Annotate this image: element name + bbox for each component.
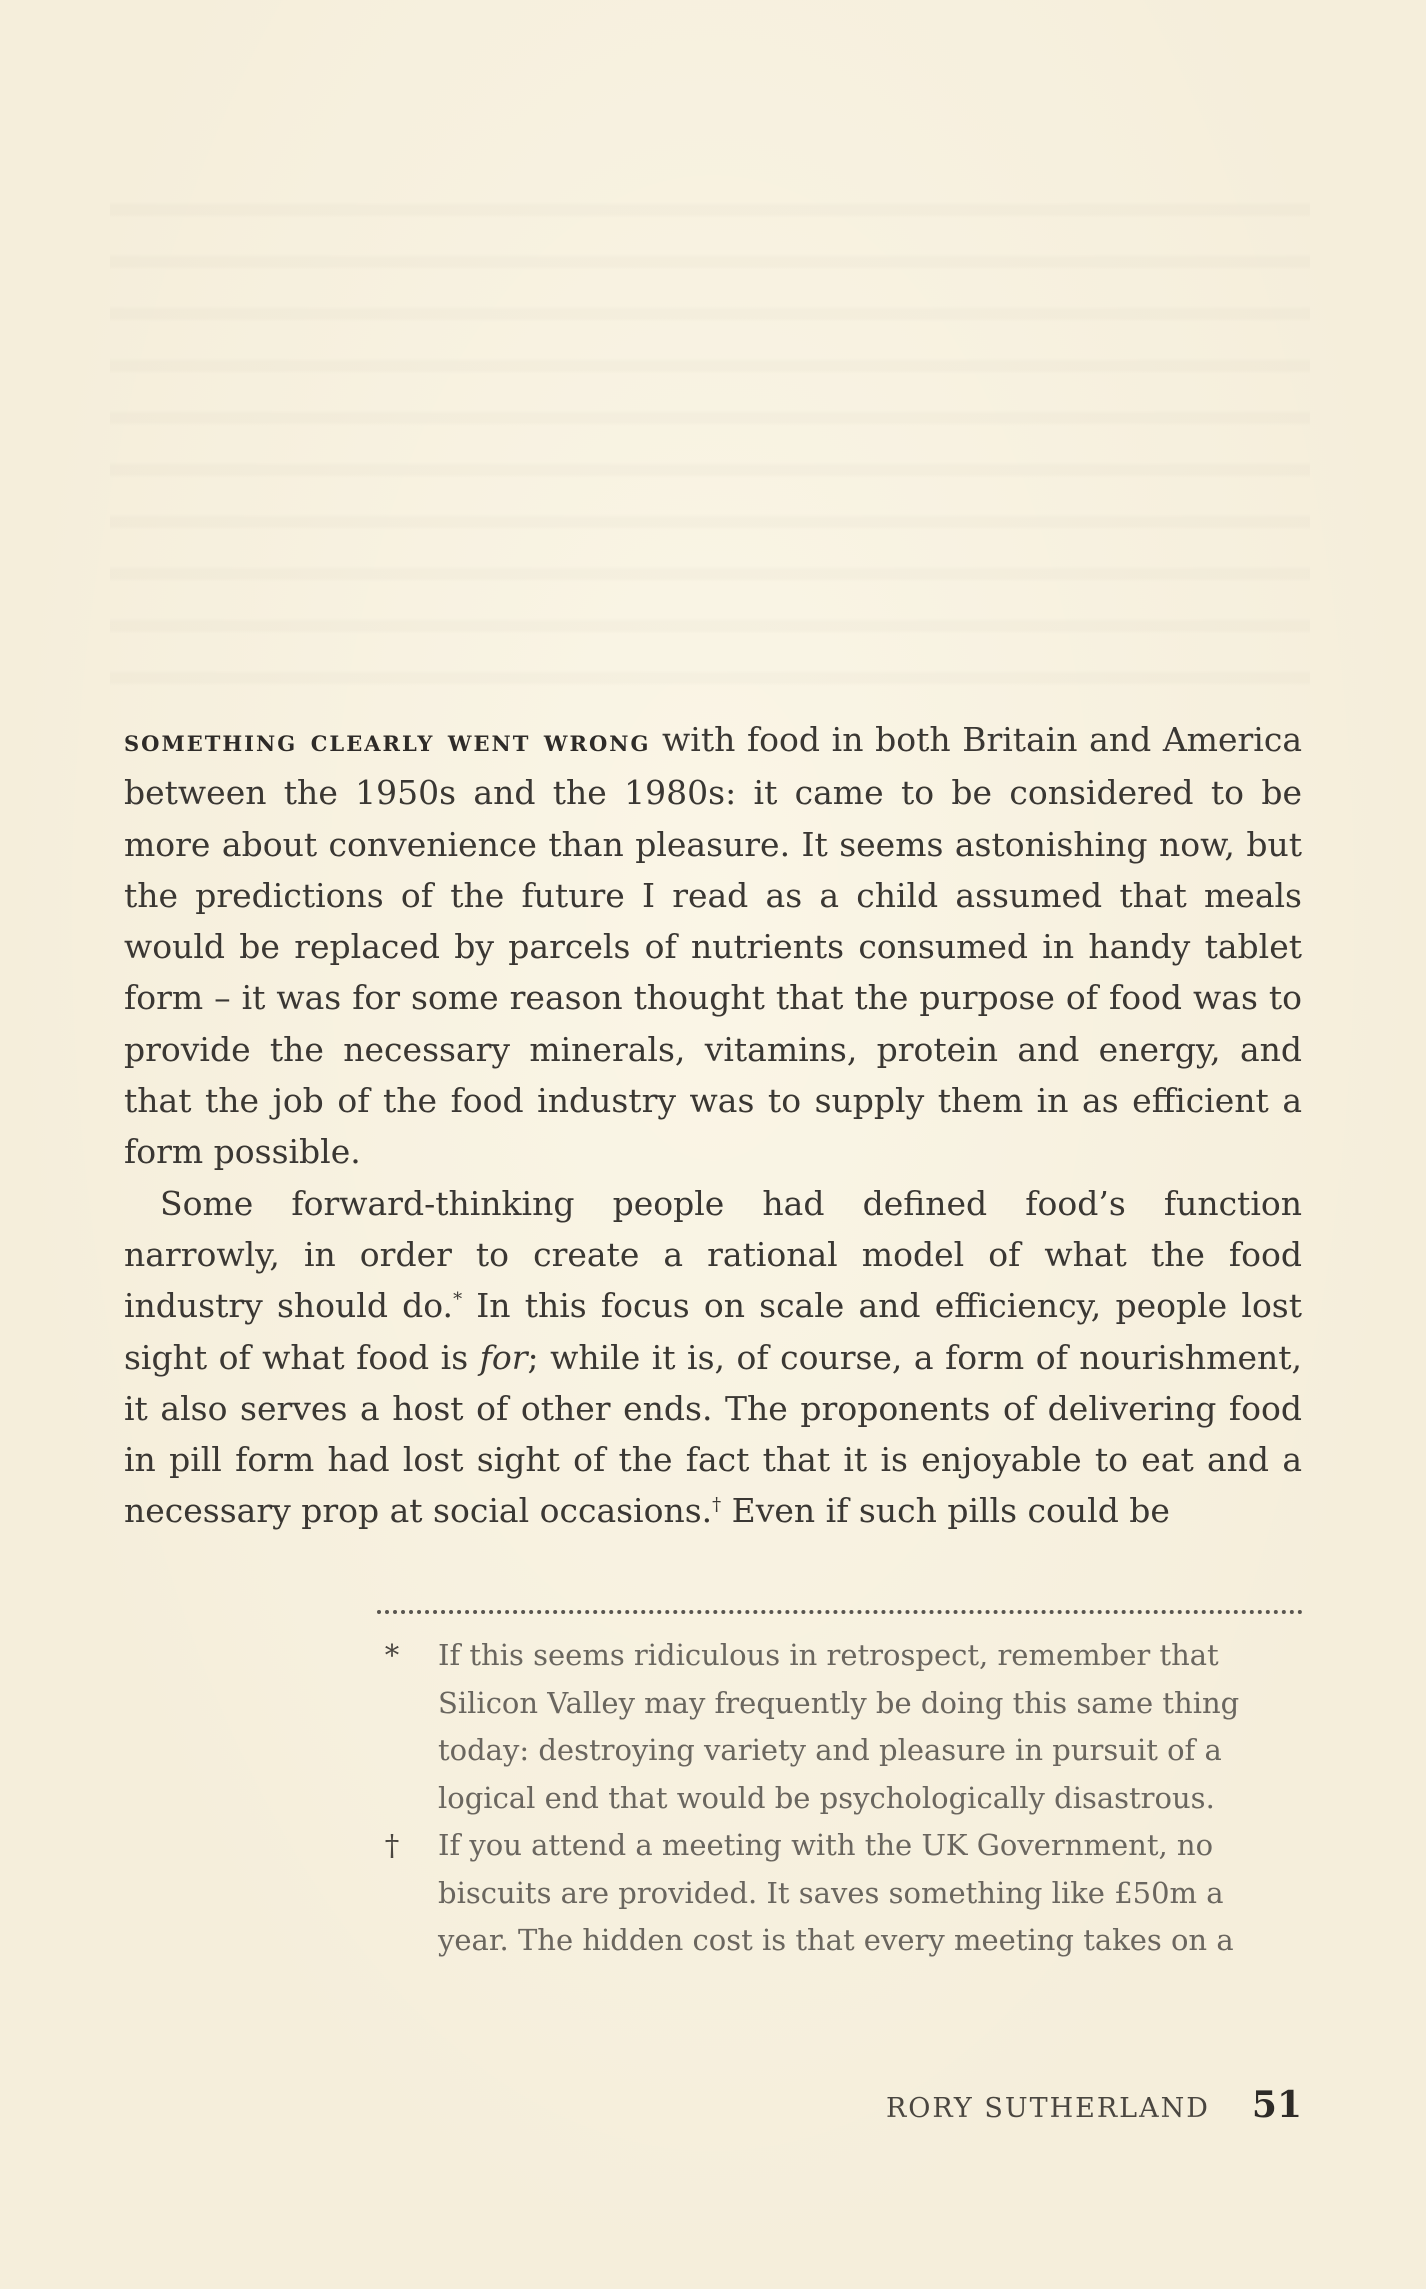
author-name: RORY SUTHERLAND [885,2093,1210,2124]
footnote-divider [377,1610,1303,1614]
emphasis-for: for [479,1337,528,1377]
body-text [124,714,1302,1537]
paragraph-1-text: with food in both Britain and America between the 1950s and the 1980s: it came to be considered to be more about convenience than pleasure. It seems astonishing now, but the predictions of the future I read as a child assumed that meals would be replaced by parcels of nutrients consumed in handy tablet form – it was for some reason thought that the purpose of food was to provide the necessary minerals, vitamins, protein and energy, and that the job of the food industry was to supply them in as efficient a form possible. [124,720,1302,1172]
paragraph-2-part-2: In this focus on scale and efficiency, people lost sight of what food is [124,1286,1303,1377]
paragraph-1 [124,714,1302,1178]
opening-smallcaps: something clearly went wrong [124,724,651,759]
paragraph-2-part-1: Some forward-thinking people had defined food’s function narrowly, in order to create a rational model of what the food industry should do. [124,1183,1302,1326]
footnotes [372,1632,1302,1965]
footnote-text: If this seems ridiculous in retrospect, remember that Silicon Valley may frequently be doing this same thing today: destroying variety and pleasure in pursuit of a logical end that would be psychologically disastrous. [438,1638,1240,1815]
footnote-symbol: * [384,1638,400,1672]
footnote-ref-asterisk[interactable]: * [453,1289,463,1311]
show-through-text [110,170,1310,690]
running-footer [886,2084,1302,2126]
footnote-text: If you attend a meeting with the UK Government, no biscuits are provided. It saves something like £50m a year. The hidden cost is that every meeting takes on a [438,1828,1234,1957]
paragraph-2-part-4: Even if such pills could be [721,1491,1170,1531]
paragraph-2-part-3: ; while it is, of course, a form of nourishment, it also serves a host of other ends. The proponents of delivering food in pill form had lost sight of the fact that it is enjoyable to eat and a necessary prop at social occasions. [124,1337,1302,1531]
footnote-ref-dagger[interactable]: † [712,1494,722,1516]
page-number: 51 [1251,2084,1302,2126]
footnote-dagger [372,1822,1302,1965]
footnote-symbol: † [384,1828,400,1862]
footnote-asterisk [372,1632,1302,1822]
paragraph-2 [124,1178,1302,1537]
